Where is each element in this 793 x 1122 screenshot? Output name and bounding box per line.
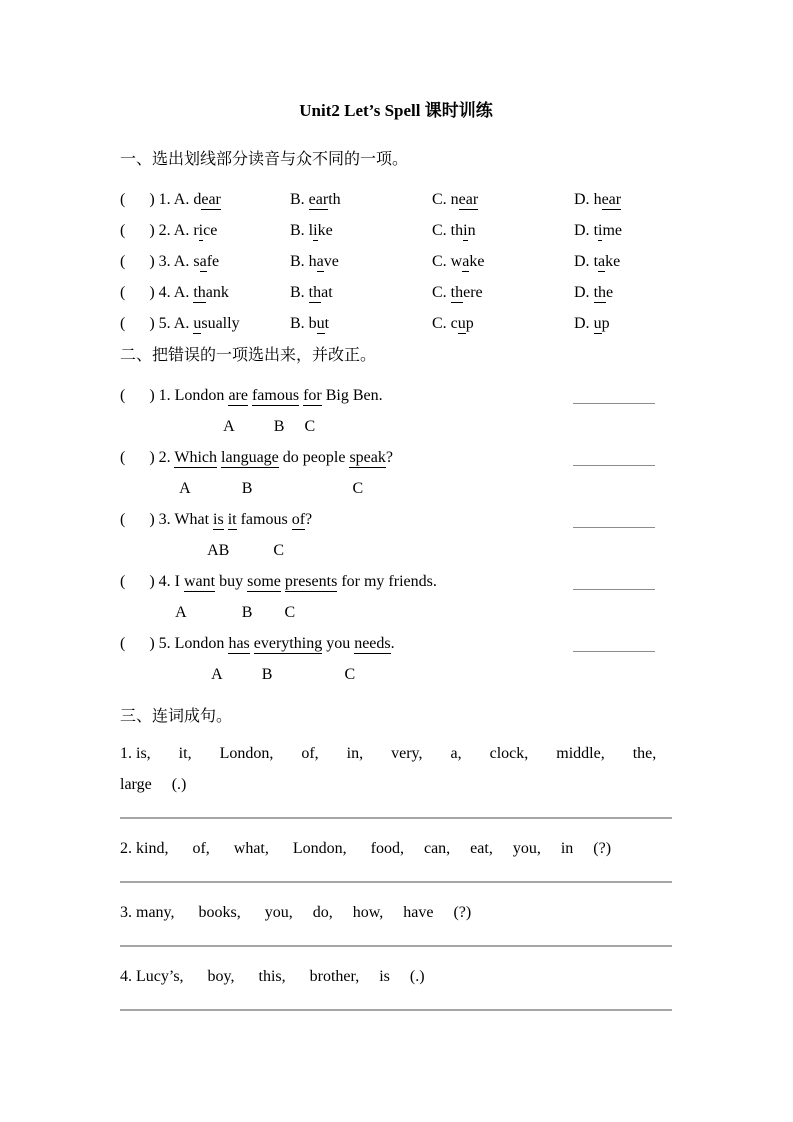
option-letter: D.: [574, 222, 594, 239]
section-two-items: [120, 380, 672, 690]
plain-text: t: [593, 253, 599, 270]
option-letter: A.: [173, 191, 194, 208]
choice-option: [290, 277, 432, 308]
underlined-text: ear: [601, 191, 622, 208]
plain-text: ke: [469, 253, 485, 270]
section-three-items: [120, 738, 672, 1011]
section-one-heading: 一、选出划线部分读音与众不同的一项。: [120, 151, 409, 168]
choice-option: [432, 246, 574, 277]
answer-line: [120, 945, 672, 947]
choice-row: [120, 215, 672, 246]
underlined-text: u: [593, 315, 602, 332]
choice-option: [574, 246, 672, 277]
underlined-text: a: [199, 253, 207, 270]
underlined-text: th: [450, 284, 464, 301]
option-letter: C.: [432, 191, 451, 208]
underlined-text: famous: [251, 387, 300, 404]
correction-item: [120, 566, 672, 628]
plain-text: c: [450, 315, 458, 332]
word-line: 2. kind, of, what, London, food, can, eat, you, in (?): [120, 840, 612, 857]
underlined-text: of: [291, 511, 306, 528]
choice-option: [120, 215, 290, 246]
plain-text: famous: [236, 511, 292, 528]
choice-option: [290, 308, 432, 339]
underlined-text: everything: [253, 635, 323, 652]
answer-bracket: ( ) 1.: [120, 387, 175, 404]
option-letter: A.: [173, 253, 194, 270]
option-letter: B.: [290, 253, 309, 270]
answer-blank: [573, 651, 655, 652]
plain-text: p: [601, 315, 610, 332]
underlined-text: is: [213, 511, 224, 528]
choice-option: [120, 308, 290, 339]
answer-blank: [573, 465, 655, 466]
option-labels: A B C: [120, 480, 364, 497]
plain-text: t: [593, 222, 599, 239]
answer-line: [120, 817, 672, 819]
plain-text: l: [308, 222, 314, 239]
plain-text: d: [193, 191, 202, 208]
plain-text: s: [193, 253, 200, 270]
question-sentence: [120, 380, 672, 411]
plain-text: at: [321, 284, 333, 301]
answer-bracket: ( ) 2.: [120, 449, 175, 466]
answer-bracket: ( ) 4.: [120, 573, 175, 590]
rearrange-item: [120, 961, 672, 992]
word-line: 3. many, books, you, do, how, have (?): [120, 904, 472, 921]
choice-option: [432, 277, 574, 308]
option-letter: A.: [173, 284, 194, 301]
plain-text: me: [602, 222, 623, 239]
word-line: large (.): [120, 776, 187, 793]
option-letter: D.: [574, 191, 594, 208]
word-line: 1. is, it, London, of, in, very, a, clock, middle, the,: [120, 745, 657, 762]
plain-text: t: [324, 315, 330, 332]
answer-line: [120, 1009, 672, 1011]
option-letter: A.: [173, 315, 194, 332]
underlined-text: u: [316, 315, 325, 332]
underlined-text: want: [183, 573, 216, 590]
choice-row: [120, 308, 672, 339]
answer-blank: [573, 403, 655, 404]
option-letter: B.: [290, 315, 309, 332]
choice-row: [120, 246, 672, 277]
underlined-text: are: [228, 387, 248, 404]
plain-text: do people: [278, 449, 350, 466]
underlined-text: th: [593, 284, 607, 301]
section-one-items: [120, 184, 672, 339]
plain-text: n: [450, 191, 459, 208]
underlined-text: i: [463, 222, 468, 239]
option-labels: A B C: [120, 604, 296, 621]
underlined-text: language: [221, 449, 279, 466]
underlined-text: a: [316, 253, 324, 270]
plain-text: th: [450, 222, 464, 239]
answer-line: [120, 881, 672, 883]
plain-text: h: [593, 191, 602, 208]
option-letter: C.: [432, 315, 451, 332]
underlined-text: needs: [354, 635, 391, 652]
plain-text: n: [467, 222, 476, 239]
plain-text: buy: [215, 573, 248, 590]
plain-text: for my friends.: [337, 573, 437, 590]
underlined-text: u: [457, 315, 466, 332]
question-sentence: [120, 628, 672, 659]
underlined-text: i: [598, 222, 603, 239]
plain-text: th: [328, 191, 341, 208]
page-title: Unit2 Let’s Spell 课时训练: [299, 101, 493, 120]
plain-text: w: [450, 253, 463, 270]
choice-option: [574, 277, 672, 308]
plain-text: London: [174, 387, 229, 404]
option-labels: A B C: [120, 418, 316, 435]
option-labels: AB C: [120, 542, 285, 559]
choice-row: [120, 184, 672, 215]
section-two: [120, 346, 672, 690]
correction-item: [120, 380, 672, 442]
option-letter: A.: [173, 222, 194, 239]
choice-option: [290, 215, 432, 246]
answer-bracket: ( ) 3.: [120, 253, 174, 270]
option-letter: B.: [290, 191, 309, 208]
plain-text: I: [174, 573, 184, 590]
underlined-text: a: [598, 253, 606, 270]
underlined-text: i: [198, 222, 204, 239]
answer-bracket: ( ) 2.: [120, 222, 174, 239]
choice-option: [290, 246, 432, 277]
rearrange-item: [120, 897, 672, 928]
plain-text: ere: [463, 284, 483, 301]
answer-blank: [573, 589, 655, 590]
underlined-text: has: [228, 635, 250, 652]
plain-text: What: [174, 511, 214, 528]
section-two-heading: 二、把错误的一项选出来，并改正。: [120, 347, 377, 364]
underlined-text: it: [227, 511, 237, 528]
answer-bracket: ( ) 1.: [120, 191, 174, 208]
rearrange-item: [120, 738, 672, 800]
choice-option: [432, 184, 574, 215]
section-three: [120, 707, 672, 1011]
plain-text: sually: [201, 315, 240, 332]
question-sentence: [120, 566, 672, 597]
question-sentence: [120, 442, 672, 473]
underlined-text: Which: [174, 449, 218, 466]
option-labels: A B C: [120, 666, 356, 683]
plain-text: fe: [206, 253, 220, 270]
underlined-text: i: [313, 222, 318, 239]
answer-bracket: ( ) 4.: [120, 284, 174, 301]
rearrange-item: [120, 833, 672, 864]
plain-text: ?: [305, 511, 313, 528]
plain-text: ank: [205, 284, 229, 301]
correction-item: [120, 628, 672, 690]
option-letter: B.: [290, 284, 309, 301]
word-line: 4. Lucy’s, boy, this, brother, is (.): [120, 968, 425, 985]
answer-bracket: ( ) 3.: [120, 511, 175, 528]
underlined-text: ear: [458, 191, 479, 208]
question-sentence: [120, 504, 672, 535]
plain-text: p: [465, 315, 474, 332]
option-letter: D.: [574, 315, 594, 332]
choice-row: [120, 277, 672, 308]
correction-item: [120, 442, 672, 504]
plain-text: b: [308, 315, 317, 332]
plain-text: London: [174, 635, 229, 652]
plain-text: ce: [203, 222, 218, 239]
choice-option: [432, 308, 574, 339]
plain-text: ke: [317, 222, 333, 239]
underlined-text: ear: [308, 191, 329, 208]
choice-option: [574, 308, 672, 339]
section-three-heading: 三、连词成句。: [120, 708, 233, 725]
underlined-text: a: [462, 253, 470, 270]
choice-option: [574, 215, 672, 246]
plain-text: .: [390, 635, 395, 652]
plain-text: ke: [605, 253, 621, 270]
underlined-text: u: [193, 315, 202, 332]
choice-option: [432, 215, 574, 246]
plain-text: you: [322, 635, 355, 652]
option-letter: D.: [574, 253, 594, 270]
choice-option: [574, 184, 672, 215]
choice-option: [120, 246, 290, 277]
option-letter: D.: [574, 284, 594, 301]
choice-option: [290, 184, 432, 215]
choice-option: [120, 277, 290, 308]
option-letter: B.: [290, 222, 309, 239]
plain-text: r: [193, 222, 199, 239]
underlined-text: for: [303, 387, 322, 404]
underlined-text: some: [247, 573, 281, 590]
underlined-text: ear: [201, 191, 221, 208]
option-letter: C.: [432, 253, 451, 270]
section-one: [120, 150, 672, 339]
answer-blank: [573, 527, 655, 528]
plain-text: e: [606, 284, 614, 301]
plain-text: Big Ben.: [321, 387, 383, 404]
plain-text: h: [308, 253, 317, 270]
choice-option: [120, 184, 290, 215]
option-letter: C.: [432, 284, 451, 301]
option-letter: C.: [432, 222, 451, 239]
plain-text: ?: [385, 449, 393, 466]
underlined-text: th: [193, 284, 206, 301]
answer-bracket: ( ) 5.: [120, 635, 175, 652]
underlined-text: presents: [284, 573, 338, 590]
correction-item: [120, 504, 672, 566]
answer-bracket: ( ) 5.: [120, 315, 174, 332]
plain-text: ve: [323, 253, 339, 270]
underlined-text: speak: [349, 449, 386, 466]
underlined-text: th: [308, 284, 322, 301]
